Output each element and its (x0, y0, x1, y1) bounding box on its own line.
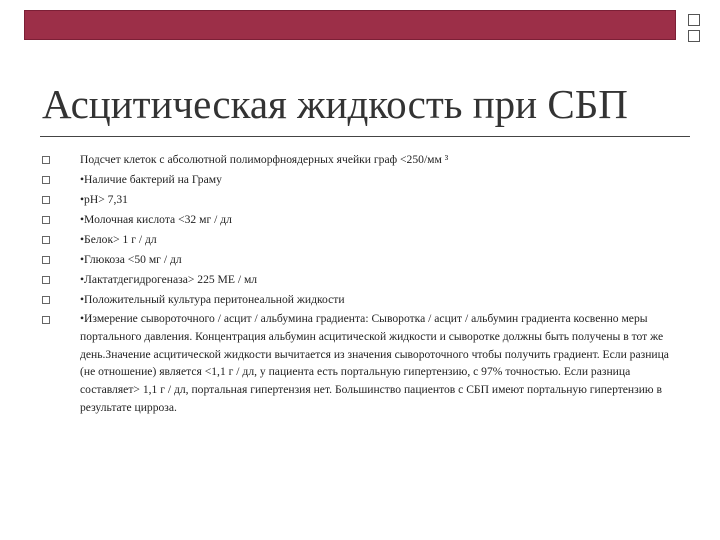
corner-square-icon (688, 14, 700, 26)
square-bullet-icon (42, 276, 50, 284)
square-bullet-icon (42, 316, 50, 324)
bullet-marker (40, 212, 60, 232)
list-item: •Глюкоза <50 мг / дл (80, 253, 182, 266)
square-bullet-icon (42, 176, 50, 184)
top-banner (24, 10, 676, 40)
square-bullet-icon (42, 296, 50, 304)
bullet-marker (40, 232, 60, 252)
title-divider (40, 136, 690, 137)
bullet-marker (40, 252, 60, 272)
list-item: •Молочная кислота <32 мг / дл (80, 213, 232, 226)
bullet-marker (40, 172, 60, 192)
square-bullet-icon (42, 196, 50, 204)
slide-title: Асцитическая жидкость при СБП (42, 81, 628, 127)
list-item-paragraph: •Измерение сывороточного / асцит / альбумина градиента: Сыворотка / асцит / альбумин градиента косвенно меры портального давления. Концентрация альбумин асцитической жидкости и сыворотке должны быть получены в тот же день.Значение асцитической жидкости вычитается из значения сывороточного чтобы получить градиент. Если разница (не отношение) является <1,1 г / дл, у пациента есть портальную гипертензию, с 97% точностью. Если разница составляет> 1,1 г / дл, портальная гипертензия нет. Большинство пациентов с СБП имеют портальную гипертензию в результате цирроза. (80, 312, 669, 414)
square-bullet-icon (42, 236, 50, 244)
slide-body (80, 150, 685, 417)
list-item: •рН> 7,31 (80, 193, 128, 206)
bullet-marker (40, 272, 60, 292)
bullet-marker (40, 152, 60, 172)
square-bullet-icon (42, 216, 50, 224)
list-item: •Белок> 1 г / дл (80, 233, 157, 246)
bullet-marker (40, 292, 60, 312)
bullet-markers (40, 152, 60, 332)
corner-square-icon (688, 30, 700, 42)
square-bullet-icon (42, 256, 50, 264)
bullet-marker (40, 312, 60, 332)
list-item: Подсчет клеток с абсолютной полиморфноядерных ячейки граф <250/мм ³ (80, 153, 449, 166)
list-item: •Наличие бактерий на Граму (80, 173, 222, 186)
bullet-marker (40, 192, 60, 212)
list-item: •Положительный культура перитонеальной жидкости (80, 293, 345, 306)
square-bullet-icon (42, 156, 50, 164)
list-item: •Лактатдегидрогеназа> 225 МЕ / мл (80, 273, 258, 286)
